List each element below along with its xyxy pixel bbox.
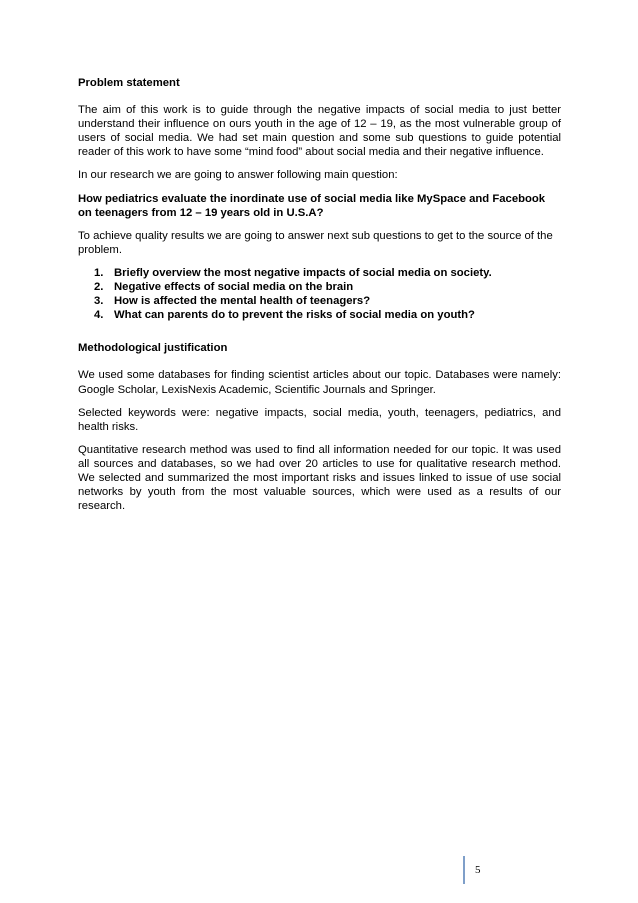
list-item-text: What can parents do to prevent the risks of social media on youth? bbox=[114, 309, 475, 322]
list-item-number: 3. bbox=[94, 295, 104, 308]
sub-questions-lead-in: To achieve quality results we are going to answer next sub questions to get to the source of the problem. bbox=[78, 229, 553, 256]
main-question: How pediatrics evaluate the inordinate use of social media like MySpace and Facebook on teenagers from 12 – 19 years old in U.S.A? bbox=[78, 192, 546, 219]
keywords-paragraph: Selected keywords were: negative impacts, social media, youth, teenagers, pediatrics, and health risks. bbox=[78, 406, 561, 433]
list-item bbox=[94, 308, 561, 322]
page-footer bbox=[463, 856, 481, 884]
list-item bbox=[94, 294, 561, 308]
page-number: 5 bbox=[475, 864, 481, 876]
list-item-text: Briefly overview the most negative impacts of social media on society. bbox=[114, 266, 492, 279]
main-question-lead-in: In our research we are going to answer following main question: bbox=[78, 169, 398, 182]
list-item-number: 1. bbox=[94, 266, 104, 279]
list-item-text: Negative effects of social media on the brain bbox=[114, 281, 354, 294]
problem-statement-heading: Problem statement bbox=[78, 77, 180, 89]
sub-questions-list bbox=[78, 266, 561, 322]
document-body bbox=[78, 76, 561, 522]
list-item-number: 4. bbox=[94, 309, 104, 322]
list-item bbox=[94, 280, 561, 294]
list-item-text: How is affected the mental health of teenagers? bbox=[114, 295, 371, 308]
methodology-heading: Methodological justification bbox=[78, 342, 228, 355]
list-item bbox=[94, 266, 561, 280]
databases-paragraph: We used some databases for finding scientist articles about our topic. Databases were namely: Google Scholar, LexisNexis Academic, Scientific Journals and Springer. bbox=[78, 369, 561, 396]
research-method-paragraph: Quantitative research method was used to find all information needed for our topic. It was used all sources and databases, so we had over 20 articles to use for qualitative research method. We selected and summarized the most important risks and issues linked to issue of use social networks by youth from the most valuable sources, which were used as a results of our research. bbox=[78, 443, 561, 513]
problem-intro-paragraph: The aim of this work is to guide through the negative impacts of social media to just better understand their influence on ours youth in the age of 12 – 19, as the most vulnerable group of users of social media. We had set main question and some sub questions to guide potential reader of this work to have some “mind food” about social media and their negative influence. bbox=[78, 104, 561, 159]
list-item-number: 2. bbox=[94, 281, 104, 294]
